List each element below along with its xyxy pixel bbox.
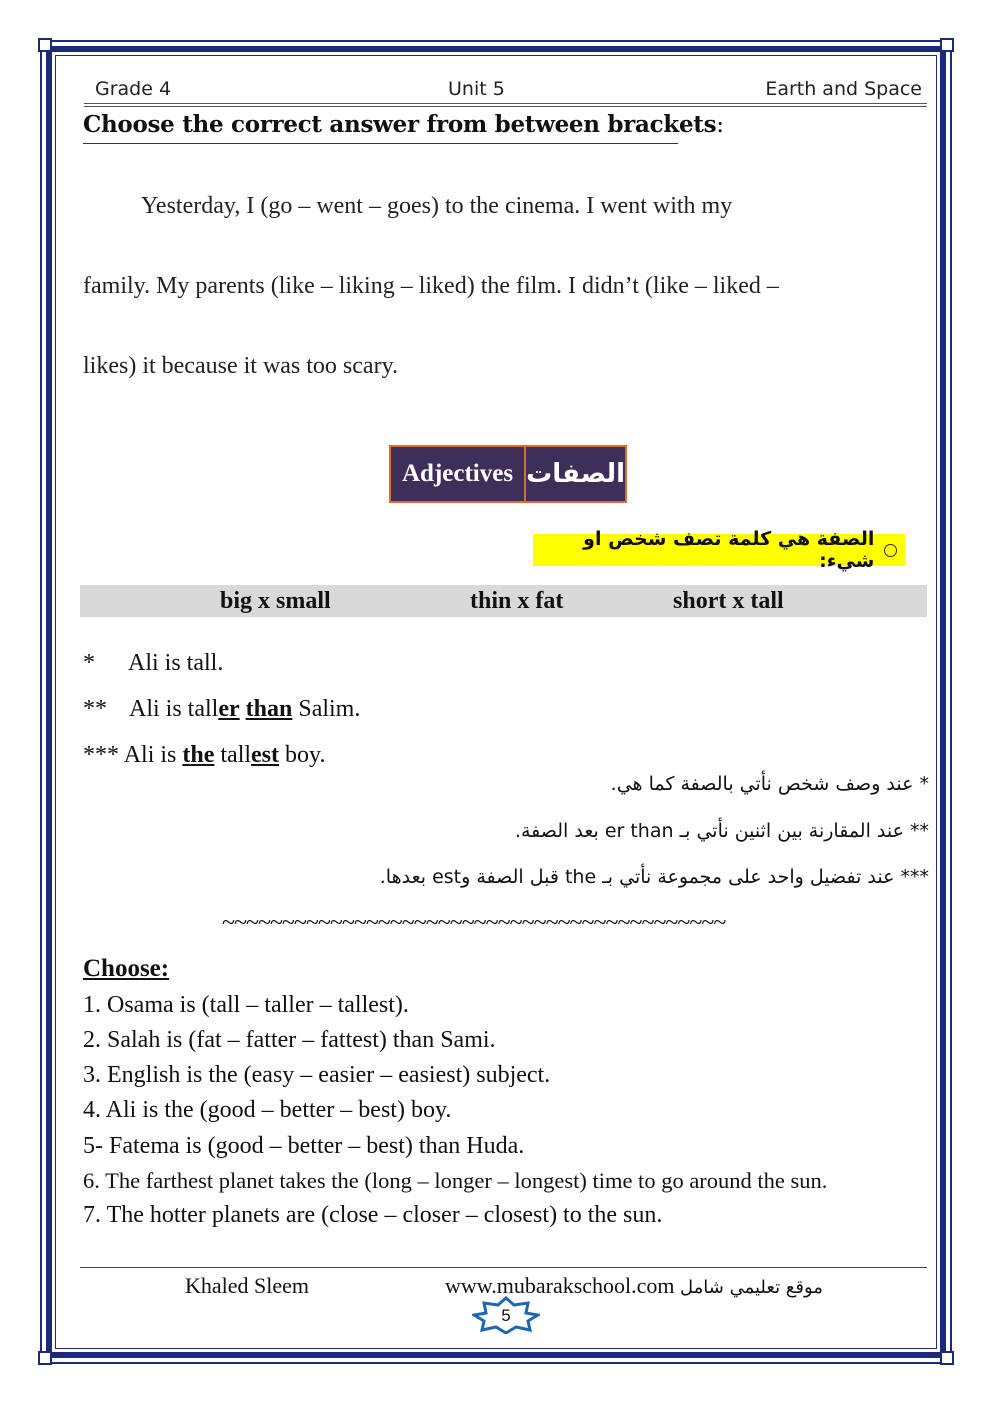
page-number-badge — [472, 1296, 540, 1334]
footer-author: Khaled Sleem — [185, 1273, 310, 1298]
example-superlative: *** Ali is the tallest boy. — [83, 742, 326, 768]
question-item: 5- Fatema is (good – better – best) than Huda. — [83, 1133, 525, 1159]
header-subject: Earth and Space — [765, 78, 922, 100]
question-item: 6. The farthest planet takes the (long – longer – longest) time to go around the sun. — [83, 1168, 828, 1193]
border-corner-ornament — [38, 1351, 52, 1365]
definition-text: الصفة هي كلمة تصف شخص او شيء: — [583, 528, 875, 572]
border-corner-ornament — [940, 1351, 954, 1365]
border-corner-ornament — [38, 38, 52, 52]
arabic-note: ** عند المقارنة بين اثنين نأتي بـ er than بعد الصفة. — [514, 820, 929, 842]
header-unit: Unit 5 — [448, 78, 505, 100]
header-grade: Grade 4 — [95, 78, 172, 100]
adjectives-title-arabic: الصفات — [526, 459, 625, 489]
page-number: 5 — [501, 1306, 511, 1325]
arabic-note: * عند وصف شخص نأتي بالصفة كما هي. — [610, 773, 929, 795]
circle-bullet-icon — [884, 544, 897, 557]
opposite-pair: thin x fat — [470, 588, 564, 614]
choose-heading: Choose: — [83, 955, 170, 982]
opposite-pair: big x small — [220, 588, 331, 614]
arabic-note: *** عند تفضيل واحد على مجموعة نأتي بـ the قبل الصفة وest بعدها. — [379, 866, 929, 888]
example-positive: * Ali is tall. — [83, 650, 224, 676]
paragraph-line-2: family. My parents (like – liking – liked) the film. I didn’t (like – liked – — [83, 273, 779, 299]
adjectives-title-box — [389, 445, 627, 503]
question-item: 2. Salah is (fat – fatter – fattest) than Sami. — [83, 1027, 496, 1053]
definition-highlight — [533, 528, 905, 572]
tilde-divider: ~~~~~~~~~~~~~~~~~~~~~~~~~~~~~~~~~~~~~~~~~~ — [222, 910, 726, 936]
header-divider — [84, 103, 927, 107]
paragraph-line-3: likes) it because it was too scary. — [83, 353, 399, 379]
adjectives-title-english: Adjectives — [391, 447, 526, 501]
paragraph-line-1: Yesterday, I (go – went – goes) to the cinema. I went with my — [141, 193, 733, 219]
instruction-underline — [83, 143, 678, 144]
footer-divider — [80, 1267, 927, 1268]
question-item: 3. English is the (easy – easier – easiest) subject. — [83, 1062, 551, 1088]
question-item: 1. Osama is (tall – taller – tallest). — [83, 992, 409, 1018]
border-corner-ornament — [940, 38, 954, 52]
footer-website: www.mubarakschool.com موقع تعليمي شامل — [445, 1273, 823, 1298]
opposite-pair: short x tall — [673, 588, 784, 614]
instruction-heading: Choose the correct answer from between brackets: — [83, 111, 724, 138]
question-item: 4. Ali is the (good – better – best) boy. — [83, 1097, 452, 1123]
example-comparative: ** Ali is taller than Salim. — [83, 696, 361, 722]
question-item: 7. The hotter planets are (close – closer – closest) to the sun. — [83, 1202, 663, 1228]
